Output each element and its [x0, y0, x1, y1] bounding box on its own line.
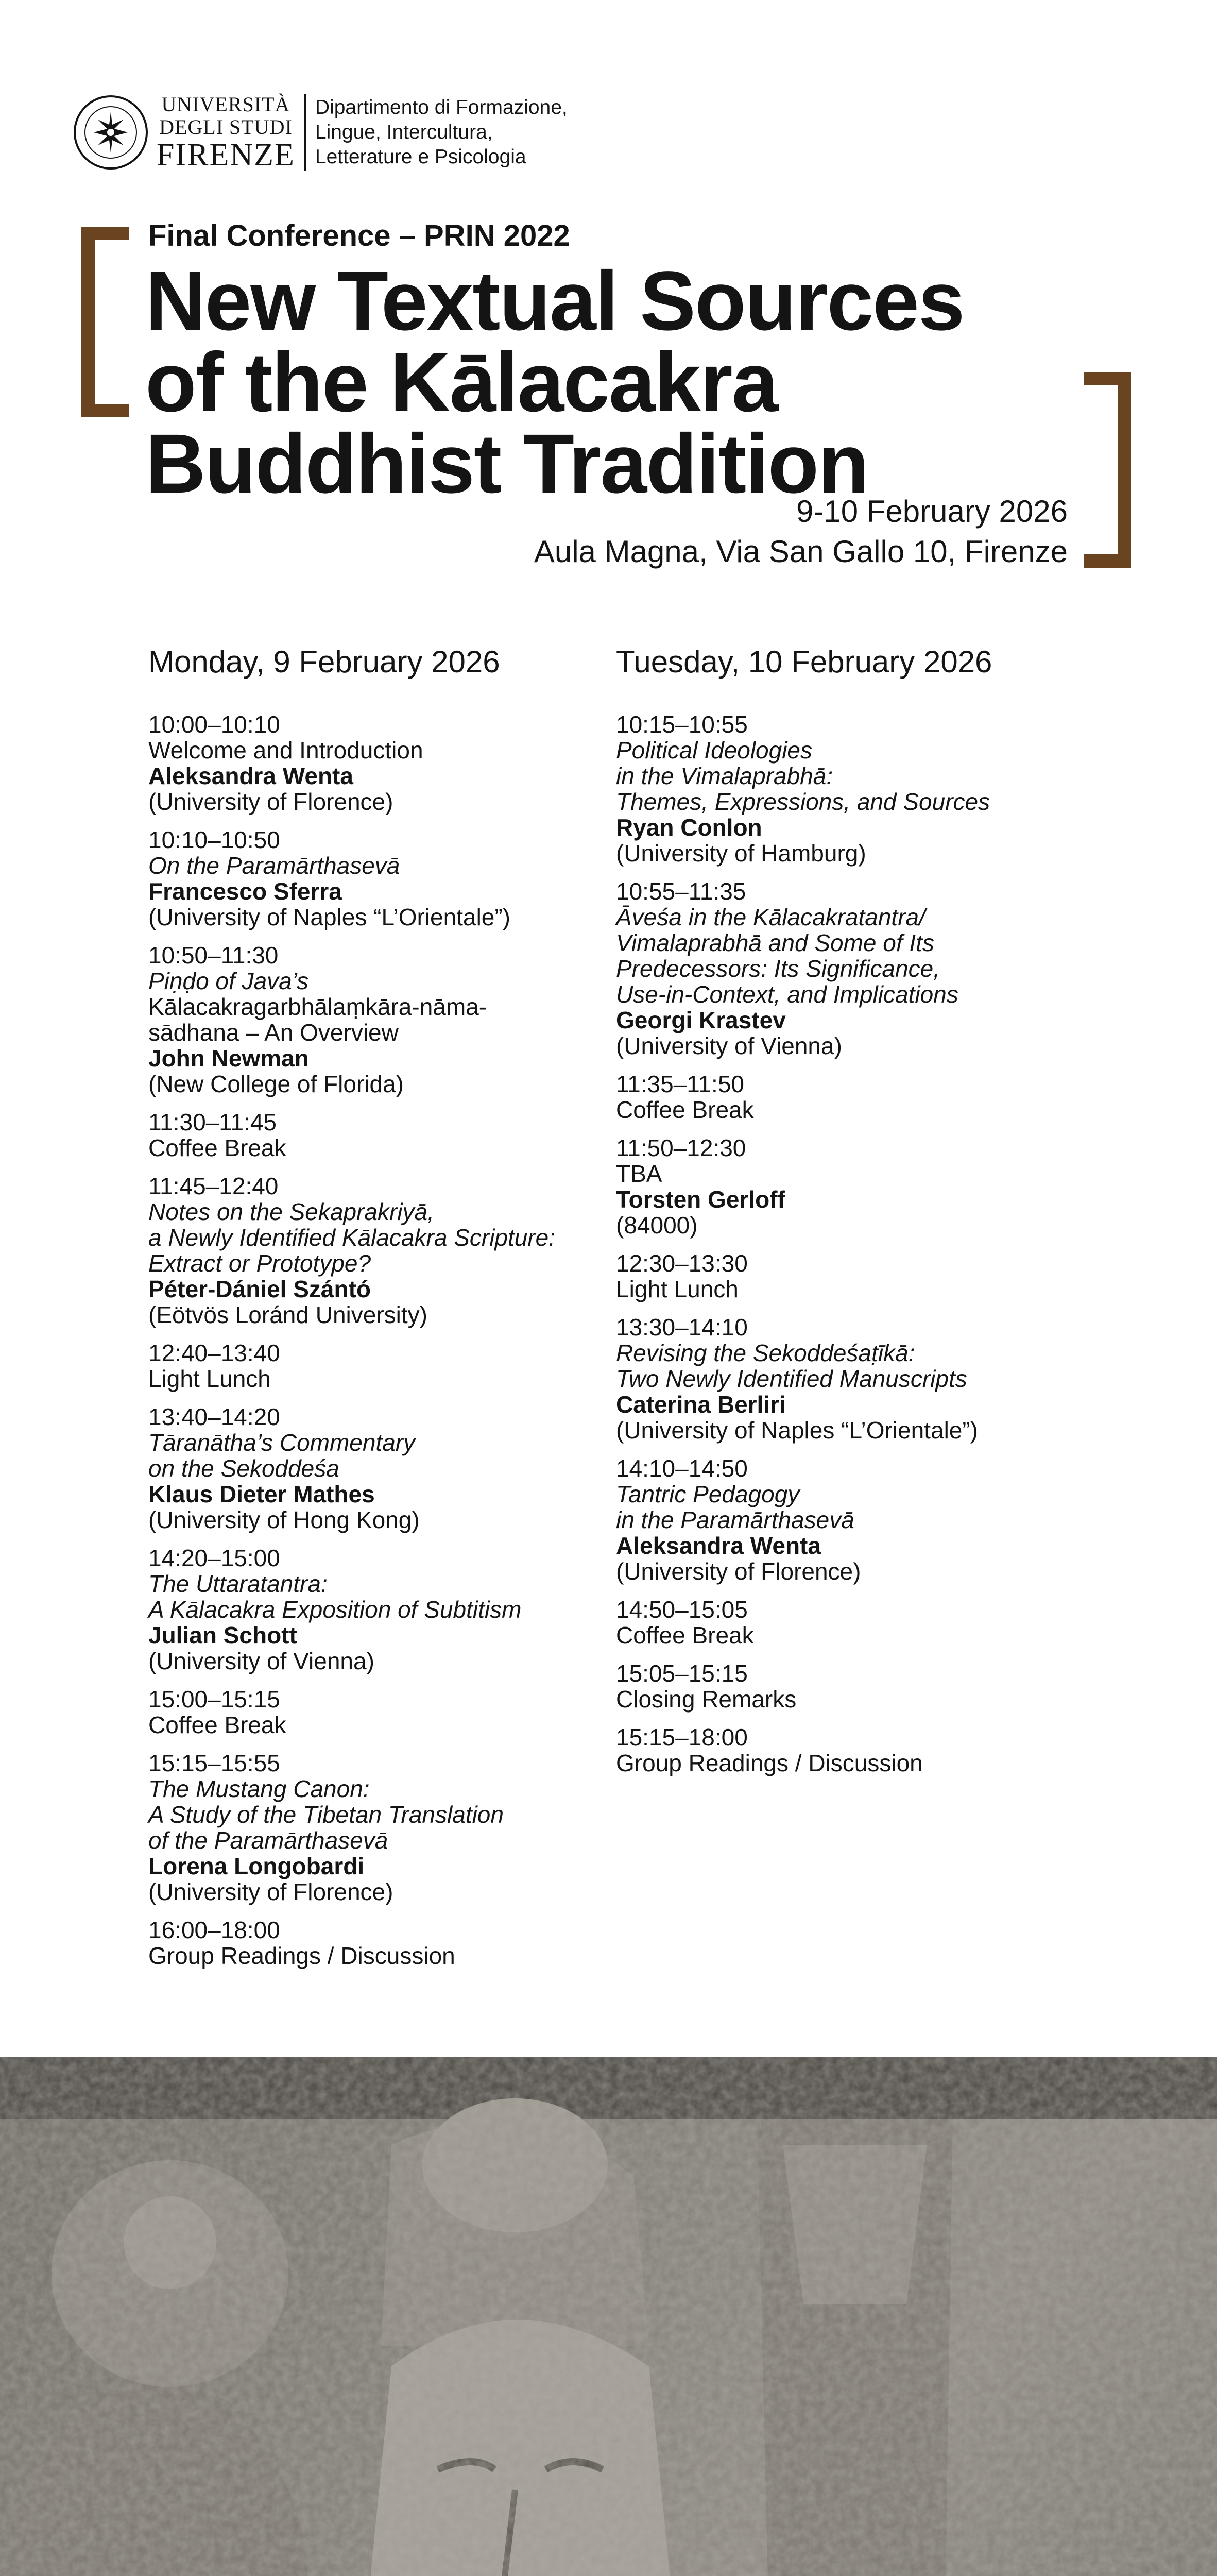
program-session [616, 878, 1069, 1059]
session-time: 16:00–18:00 [148, 1917, 280, 1943]
day-heading: Tuesday, 10 February 2026 [616, 645, 992, 679]
department-line: Dipartimento di Formazione, [315, 96, 568, 118]
conference-venue: Aula Magna, Via San Gallo 10, Firenze [534, 534, 1068, 569]
session-time: 14:20–15:00 [148, 1545, 280, 1571]
department-name [315, 95, 568, 170]
program-session [616, 1724, 1069, 1776]
program-session [148, 942, 602, 1097]
session-text: Group Readings / Discussion [616, 1750, 923, 1776]
title-line: of the Kālacakra [145, 335, 778, 429]
session-time: 10:10–10:50 [148, 826, 280, 853]
session-time: 10:50–11:30 [148, 942, 279, 969]
session-speaker: Torsten Gerloff [616, 1186, 785, 1213]
session-time: 14:50–15:05 [616, 1596, 748, 1623]
session-affiliation: (University of Vienna) [616, 1032, 842, 1059]
monday-program [148, 644, 602, 1981]
header-divider [304, 94, 306, 171]
session-title: Āveśa in the Kālacakratantra/ Vimalaprabhā and Some of Its Predecessors: Its Significance, Use-in-Context, and Implications [616, 904, 958, 1008]
session-time: 12:40–13:40 [148, 1340, 280, 1366]
title-bracket-left [81, 227, 129, 417]
conference-dates: 9-10 February 2026 [796, 494, 1068, 529]
session-time: 12:30–13:30 [616, 1250, 748, 1277]
session-affiliation: (84000) [616, 1212, 698, 1239]
program-session [616, 1660, 1069, 1712]
session-text: TBA [616, 1160, 662, 1187]
program-session [616, 1135, 1069, 1238]
program-session [148, 827, 602, 930]
session-title: The Uttaratantra: A Kālacakra Exposition of Subtitism [148, 1570, 522, 1623]
session-title: On the Paramārthasevā [148, 852, 400, 879]
session-text: Coffee Break [148, 1134, 286, 1161]
conference-subtitle: Final Conference – PRIN 2022 [148, 219, 570, 252]
session-text: Light Lunch [148, 1365, 271, 1392]
university-seal-icon [72, 94, 149, 171]
session-affiliation: (University of Hamburg) [616, 840, 866, 867]
university-name [157, 93, 295, 172]
session-title: Tantric Pedagogy in the Paramārthasevā [616, 1481, 854, 1533]
session-speaker: Klaus Dieter Mathes [148, 1481, 375, 1507]
university-line: FIRENZE [157, 138, 295, 173]
session-time: 13:30–14:10 [616, 1314, 748, 1341]
session-time: 15:00–15:15 [148, 1686, 280, 1713]
session-text: Group Readings / Discussion [148, 1942, 455, 1969]
session-text: Closing Remarks [616, 1686, 797, 1713]
session-time: 14:10–14:50 [616, 1455, 748, 1482]
session-text: sādhana – An Overview [148, 1019, 399, 1046]
session-title: Revising the Sekoddeśaṭīkā: Two Newly Identified Manuscripts [616, 1340, 967, 1392]
title-line: Buddhist Tradition [145, 416, 868, 511]
session-time: 10:55–11:35 [616, 878, 746, 905]
program-session [148, 1404, 602, 1533]
session-speaker: Caterina Berliri [616, 1391, 786, 1418]
session-time: 15:05–15:15 [616, 1660, 748, 1687]
program-session [148, 1917, 602, 1969]
program-session [148, 1545, 602, 1674]
session-list [616, 711, 1069, 1776]
session-title: Piṇḍo of Java’s [148, 968, 309, 994]
session-title: Notes on the Sekaprakriyā, a Newly Identified Kālacakra Scripture: Extract or Prototype? [148, 1198, 556, 1277]
session-list [148, 711, 602, 1969]
session-time: 11:45–12:40 [148, 1173, 279, 1199]
session-speaker: Péter-Dániel Szántó [148, 1276, 371, 1302]
buddha-relief-photo [0, 2057, 1217, 2576]
session-affiliation: (University of Naples “L’Orientale”) [616, 1417, 979, 1444]
program-session [616, 1250, 1069, 1302]
session-text: Coffee Break [616, 1096, 754, 1123]
session-time: 11:35–11:50 [616, 1071, 744, 1097]
session-time: 15:15–18:00 [616, 1724, 748, 1751]
program-session [148, 1686, 602, 1738]
program-session [616, 1071, 1069, 1123]
session-time: 10:15–10:55 [616, 711, 748, 738]
session-speaker: Lorena Longobardi [148, 1853, 365, 1879]
title-line: New Textual Sources [145, 253, 964, 348]
program-session [148, 1173, 602, 1328]
title-bracket-right [1084, 372, 1131, 568]
university-header [72, 89, 568, 176]
department-line: Letterature e Psicologia [315, 146, 526, 168]
session-time: 13:40–14:20 [148, 1403, 280, 1430]
session-speaker: John Newman [148, 1045, 309, 1072]
program-session [148, 1109, 602, 1161]
session-title: Political Ideologies in the Vimalaprabhā: Themes, Expressions, and Sources [616, 737, 990, 815]
university-line: UNIVERSITÀ [161, 93, 290, 116]
session-speaker: Ryan Conlon [616, 814, 762, 841]
session-text: Kālacakragarbhālaṃkāra-nāma- [148, 993, 487, 1020]
session-time: 11:30–11:45 [148, 1109, 277, 1136]
program-session [616, 711, 1069, 866]
session-speaker: Georgi Krastev [616, 1007, 786, 1033]
session-title: Tāranātha’s Commentary on the Sekoddeśa [148, 1429, 416, 1482]
conference-title [145, 253, 964, 511]
department-line: Lingue, Intercultura, [315, 121, 493, 143]
program-session [148, 711, 602, 815]
session-time: 11:50–12:30 [616, 1134, 746, 1161]
session-time: 10:00–10:10 [148, 711, 280, 738]
session-text: Coffee Break [616, 1622, 754, 1649]
session-time: 15:15–15:55 [148, 1750, 280, 1776]
session-speaker: Julian Schott [148, 1622, 297, 1649]
session-title: The Mustang Canon: A Study of the Tibetan Translation of the Paramārthasevā [148, 1775, 504, 1854]
session-affiliation: (University of Florence) [616, 1558, 861, 1585]
session-speaker: Francesco Sferra [148, 878, 342, 905]
tuesday-program [616, 644, 1069, 1788]
session-text: Light Lunch [616, 1276, 739, 1302]
program-session [148, 1340, 602, 1392]
session-text: Welcome and Introduction [148, 737, 423, 764]
university-line: DEGLI STUDI [159, 115, 293, 139]
session-text: Coffee Break [148, 1711, 286, 1738]
session-affiliation: (University of Florence) [148, 788, 393, 815]
session-affiliation: (Eötvös Loránd University) [148, 1301, 427, 1328]
program-session [616, 1455, 1069, 1584]
session-affiliation: (University of Vienna) [148, 1648, 374, 1674]
session-speaker: Aleksandra Wenta [616, 1532, 821, 1559]
session-affiliation: (New College of Florida) [148, 1071, 404, 1097]
session-affiliation: (University of Naples “L’Orientale”) [148, 904, 511, 930]
program-session [148, 1750, 602, 1905]
session-affiliation: (University of Florence) [148, 1878, 393, 1905]
program-session [616, 1597, 1069, 1648]
session-affiliation: (University of Hong Kong) [148, 1506, 420, 1533]
day-heading: Monday, 9 February 2026 [148, 645, 500, 679]
session-speaker: Aleksandra Wenta [148, 762, 353, 789]
program-session [616, 1314, 1069, 1443]
